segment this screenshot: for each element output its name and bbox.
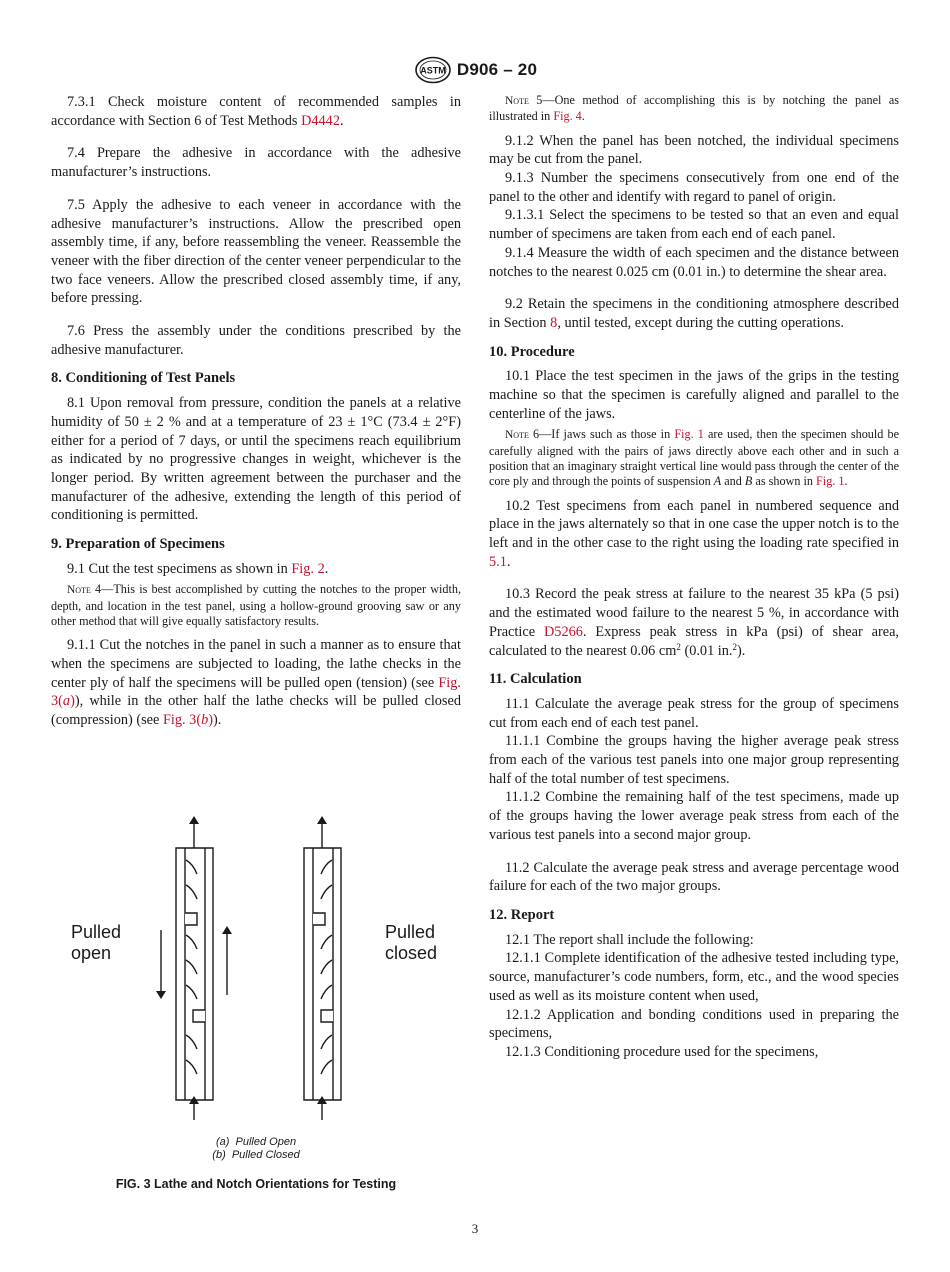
section-8-heading: 8. Conditioning of Test Panels [51, 370, 236, 387]
link-fig-1-b[interactable]: Fig. 1 [816, 474, 845, 489]
note-5: Note 5—One method of accomplishing this is by notching the panel as illustrated in Fig. 4. [489, 93, 899, 124]
link-fig-3b[interactable]: Fig. 3(b) [162, 712, 214, 729]
figure-3 [51, 810, 461, 1200]
specimen-pulled-closed [304, 820, 341, 1120]
right-column [489, 93, 899, 1062]
link-fig-2[interactable]: Fig. 2 [291, 560, 325, 577]
para-9-1-3: 9.1.3 Number the specimens consecutively from one end of the panel to the other and identify with regard to panel of origin. [489, 170, 899, 205]
para-11-1: 11.1 Calculate the average peak stress for the group of specimens cut from each end of each test panel. [489, 695, 899, 731]
lathe-check-a-3 [186, 935, 197, 949]
para-11-1-2: 11.1.2 Combine the remaining half of the test specimens, made up of the groups having the lower average peak stress from each of the various test panels into a second major group. [489, 789, 899, 843]
figure-caption: FIG. 3 Lathe and Notch Orientations for Testing [115, 1177, 397, 1191]
para-11-1-1: 11.1.1 Combine the groups having the higher average peak stress from each of the various test panels into one major group representing half of the total number of test specimens. [489, 733, 899, 787]
link-fig-1-a[interactable]: Fig. 1 [674, 427, 704, 442]
lathe-check-a-6 [186, 1035, 197, 1049]
para-8-1: 8.1 Upon removal from pressure, condition the panels at a relative humidity of 50 ± 2 % and at a temperature of 23 ± 1°C (73.4 ± 2°F) either for a period of 7 days, or until the specimens reach equilibrium as indicated by no progressive changes in weight, whichever is the longer period. By written agreement between the purchaser and the manufacturer of the adhesive, extending the length of this period of conditioning is permitted. [51, 395, 461, 524]
para-9-1-4: 9.1.4 Measure the width of each specimen and the distance between notches to the nearest 0.025 cm (0.01 in.) to determine the shear area. [489, 244, 899, 280]
note-6: Note 6—If jaws such as those in Fig. 1 are used, then the specimen should be carefully aligned with the pairs of jaws directly above each other and in such a position that an imaginary straight vertical line would pass through the center of the core ply and through the points of suspension A and B as shown in Fig. 1. [489, 427, 900, 489]
para-12-1: 12.1 The report shall include the following: [505, 931, 754, 948]
para-12-1-1: 12.1.1 Complete identification of the adhesive tested including type, source, manufacturer’s code numbers, form, etc., and the wood species used as well as its moisture content when used, [489, 950, 899, 1004]
link-section-8[interactable]: 8 [550, 314, 558, 331]
link-5-1[interactable]: 5.1 [489, 553, 507, 570]
subcaption-a: (a) Pulled Open [215, 1136, 297, 1148]
lathe-check-b-7 [321, 1060, 332, 1074]
para-10-2: 10.2 Test specimens from each panel in numbered sequence and place in the jaws alternately so that in one case the upper notch is to the left and in the other case to the right using the loading rate specified in 5.1. [489, 497, 899, 570]
section-9-heading: 9. Preparation of Specimens [51, 536, 225, 553]
para-7-3-1: 7.3.1 Check moisture content of recommended samples in accordance with Section 6 of Test Methods D4442. [51, 94, 461, 129]
para-12-1-2: 12.1.2 Application and bonding conditions used in preparing the specimens, [489, 1006, 899, 1042]
para-12-1-3: 12.1.3 Conditioning procedure used for the specimens, [505, 1043, 819, 1060]
link-fig-3a[interactable]: Fig. 3(a) [51, 674, 461, 710]
lathe-check-b-5 [321, 985, 332, 999]
subcaption-b: (b) Pulled Closed [212, 1149, 300, 1161]
label-pulled-open: Pulled open [71, 922, 122, 963]
para-9-1-2: 9.1.2 When the panel has been notched, the individual specimens may be cut from the panel. [489, 132, 899, 168]
lathe-check-b-1 [321, 860, 332, 874]
para-10-3: 10.3 Record the peak stress at failure to the nearest 35 kPa (5 psi) and the estimated wood failure to the nearest 5 %, in accordance with Practice D5266. Express peak stress in kPa (psi) of shear area, calculated to the nearest 0.06 $cm^2$ (0.01 in.$^2$). [489, 586, 899, 659]
lathe-check-a-4 [186, 960, 197, 974]
standard-designation: D906 – 20 [456, 60, 538, 79]
lathe-check-b-4 [321, 960, 332, 974]
section-12-heading: 12. Report [489, 906, 555, 923]
lathe-check-a-7 [186, 1060, 197, 1074]
lower-notch-a [193, 1010, 205, 1022]
section-11-heading: 11. Calculation [489, 671, 582, 688]
lathe-check-b-3 [321, 935, 332, 949]
link-d5266[interactable]: D5266 [543, 623, 583, 640]
para-7-6: 7.6 Press the assembly under the conditions prescribed by the adhesive manufacturer. [51, 323, 461, 358]
note-4: Note 4—This is best accomplished by cutting the notches to the proper width, depth, and location in the test panel, using a hollow-ground grooving saw or any other method that will give equally satisfactory results. [51, 582, 462, 629]
link-fig-4[interactable]: Fig. 4 [553, 109, 582, 124]
left-column [51, 93, 461, 735]
specimen-outline-a [176, 848, 213, 1100]
page-header [0, 56, 950, 84]
specimen-pulled-open [161, 820, 227, 1120]
para-9-1: 9.1 Cut the test specimens as shown in Fig. 2. [67, 560, 329, 577]
lathe-check-a-1 [186, 860, 197, 874]
para-9-2: 9.2 Retain the specimens in the conditioning atmosphere described in Section 8, until tested, except during the cutting operations. [489, 296, 899, 331]
astm-logo-icon [413, 56, 453, 84]
lathe-check-a-5 [186, 985, 197, 999]
para-7-5: 7.5 Apply the adhesive to each veneer in accordance with the adhesive manufacturer’s instructions. Allow the prescribed open assembly time, if any, before reassembling the veneer. Reassemble the veneer with the fiber direction of the center veneer perpendicular to the two face veneers. Allow the prescribed closed assembly time, if any, before pressing. [51, 196, 461, 307]
para-10-1: 10.1 Place the test specimen in the jaws of the grips in the testing machine so that the specimen is carefully aligned and parallel to the centerline of the jaws. [489, 368, 899, 422]
para-9-1-1: 9.1.1 Cut the notches in the panel in such a manner as to ensure that when the specimens are subjected to loading, the lathe checks in the center ply of half the specimens will be pulled open (tension) (see Fig. 3(a)), while in the other half the lathe checks will be pulled closed (compression) (see Fig. 3(b)). [51, 637, 461, 729]
upper-notch-a [185, 913, 197, 925]
label-pulled-closed: Pulled closed [385, 922, 438, 963]
para-9-1-3-1: 9.1.3.1 Select the specimens to be tested so that an even and equal number of specimens are taken from each end of each panel. [489, 207, 899, 243]
upper-notch-b [313, 913, 325, 925]
lower-notch-b [321, 1010, 333, 1022]
lathe-check-b-6 [321, 1035, 332, 1049]
para-11-2: 11.2 Calculate the average peak stress and average percentage wood failure for each of the two major groups. [489, 859, 899, 895]
link-d4442[interactable]: D4442 [301, 112, 340, 129]
logo-text: ASTM [420, 65, 446, 76]
lathe-check-b-2 [321, 885, 332, 899]
lathe-check-a-2 [186, 885, 197, 899]
para-7-4: 7.4 Prepare the adhesive in accordance with the adhesive manufacturer’s instructions. [51, 145, 461, 181]
specimen-outline-b [304, 848, 341, 1100]
page-number: 3 [471, 1221, 479, 1236]
figure-3-drawing [51, 810, 461, 1160]
section-10-heading: 10. Procedure [489, 343, 575, 360]
